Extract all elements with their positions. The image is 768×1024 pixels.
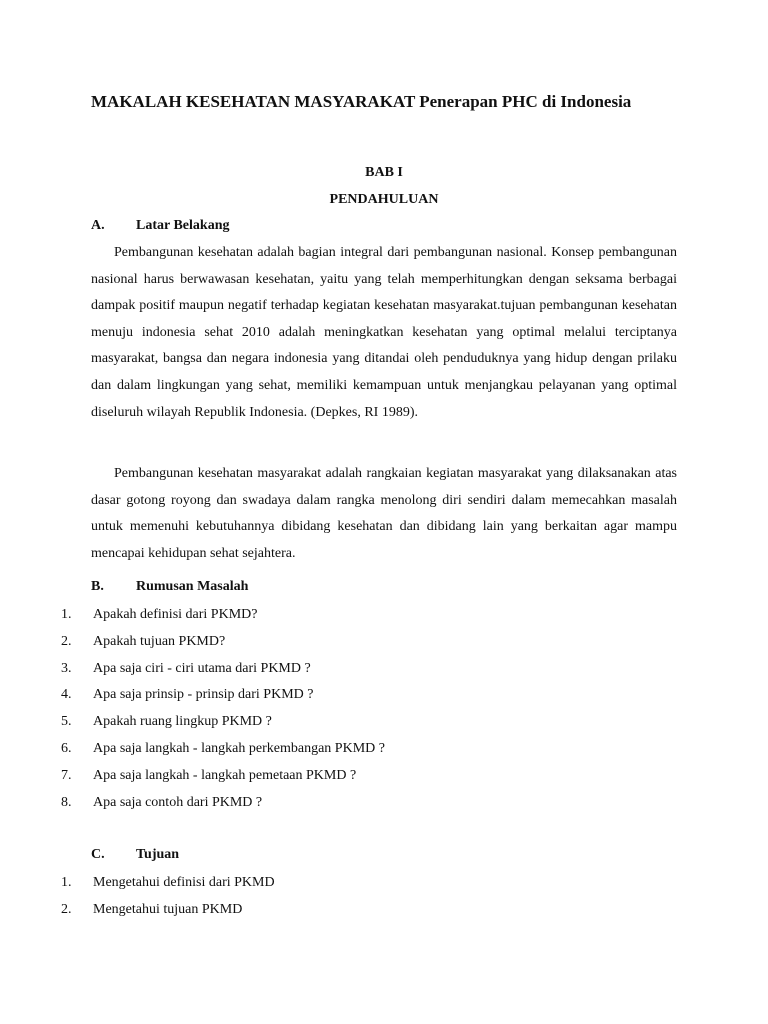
- list-text: Apa saja langkah - langkah pemetaan PKMD ?: [93, 767, 357, 783]
- list-text: Mengetahui definisi dari PKMD: [93, 875, 275, 890]
- section-letter: A.: [91, 218, 105, 233]
- chapter-number: BAB I: [365, 165, 403, 180]
- list-text: Apa saja langkah - langkah perkembangan PKMD ?: [93, 740, 385, 756]
- list-text: Apakah definisi dari PKMD?: [93, 607, 258, 622]
- list-number: 8.: [61, 794, 72, 810]
- section-title: Tujuan: [136, 847, 180, 862]
- list-number: 1.: [61, 875, 72, 890]
- section-heading-latar-belakang: [91, 218, 229, 234]
- list-text: Apa saja contoh dari PKMD ?: [93, 794, 263, 810]
- list-number: 5.: [61, 714, 72, 730]
- section-title: Rumusan Masalah: [136, 579, 249, 594]
- paragraph: Pembangunan kesehatan adalah bagian integral dari pembangunan nasional. Konsep pembangunan nasional harus berwawasan kesehatan, yaitu yang telah memperhitungkan dengan seksama berbagai dampak positif maupun negatif terhadap kegiatan kesehatan masyarakat.tujuan pembangunan kesehatan menuju indonesia sehat 2010 adalah meningkatkan kesehatan yang optimal melalui terciptanya masyarakat, bangsa dan negara indonesia yang ditandai oleh penduduknya yang hidup dengan prilaku dan dalam lingkungan yang sehat, memiliki kemampuan untuk menjangkau pelayanan yang optimal diseluruh wilayah Republik Indonesia. (Depkes, RI 1989).: [91, 245, 677, 420]
- list-number: 1.: [61, 607, 72, 622]
- list-text: Apa saja prinsip - prinsip dari PKMD ?: [93, 687, 314, 703]
- list-text: Apakah tujuan PKMD?: [93, 633, 226, 649]
- list-number: 2.: [61, 901, 72, 917]
- paragraph: Pembangunan kesehatan masyarakat adalah rangkaian kegiatan masyarakat yang dilaksanakan atas dasar gotong royong dan swadaya dalam rangka menolong diri sendiri dalam memecahkan masalah untuk memenuhi kebutuhannya dibidang kesehatan dan dibidang lain yang berkaitan agar mampu mencapai kehidupan sehat sejahtera.: [91, 466, 677, 561]
- list-text: Apa saja ciri - ciri utama dari PKMD ?: [93, 660, 311, 676]
- list-number: 6.: [61, 740, 72, 756]
- list-number: 3.: [61, 660, 72, 676]
- document-title: MAKALAH KESEHATAN MASYARAKAT Penerapan PHC di Indonesia: [91, 92, 632, 111]
- list-number: 4.: [61, 687, 72, 703]
- section-heading-rumusan-masalah: [91, 579, 248, 595]
- list-number: 2.: [61, 633, 72, 649]
- section-heading-tujuan: [91, 847, 179, 863]
- section-letter: C.: [91, 847, 105, 862]
- chapter-title: PENDAHULUAN: [329, 192, 439, 207]
- section-title: Latar Belakang: [136, 218, 230, 233]
- list-text: Apakah ruang lingkup PKMD ?: [93, 714, 272, 730]
- list-number: 7.: [61, 767, 72, 783]
- list-text: Mengetahui tujuan PKMD: [93, 901, 243, 917]
- section-letter: B.: [91, 579, 104, 594]
